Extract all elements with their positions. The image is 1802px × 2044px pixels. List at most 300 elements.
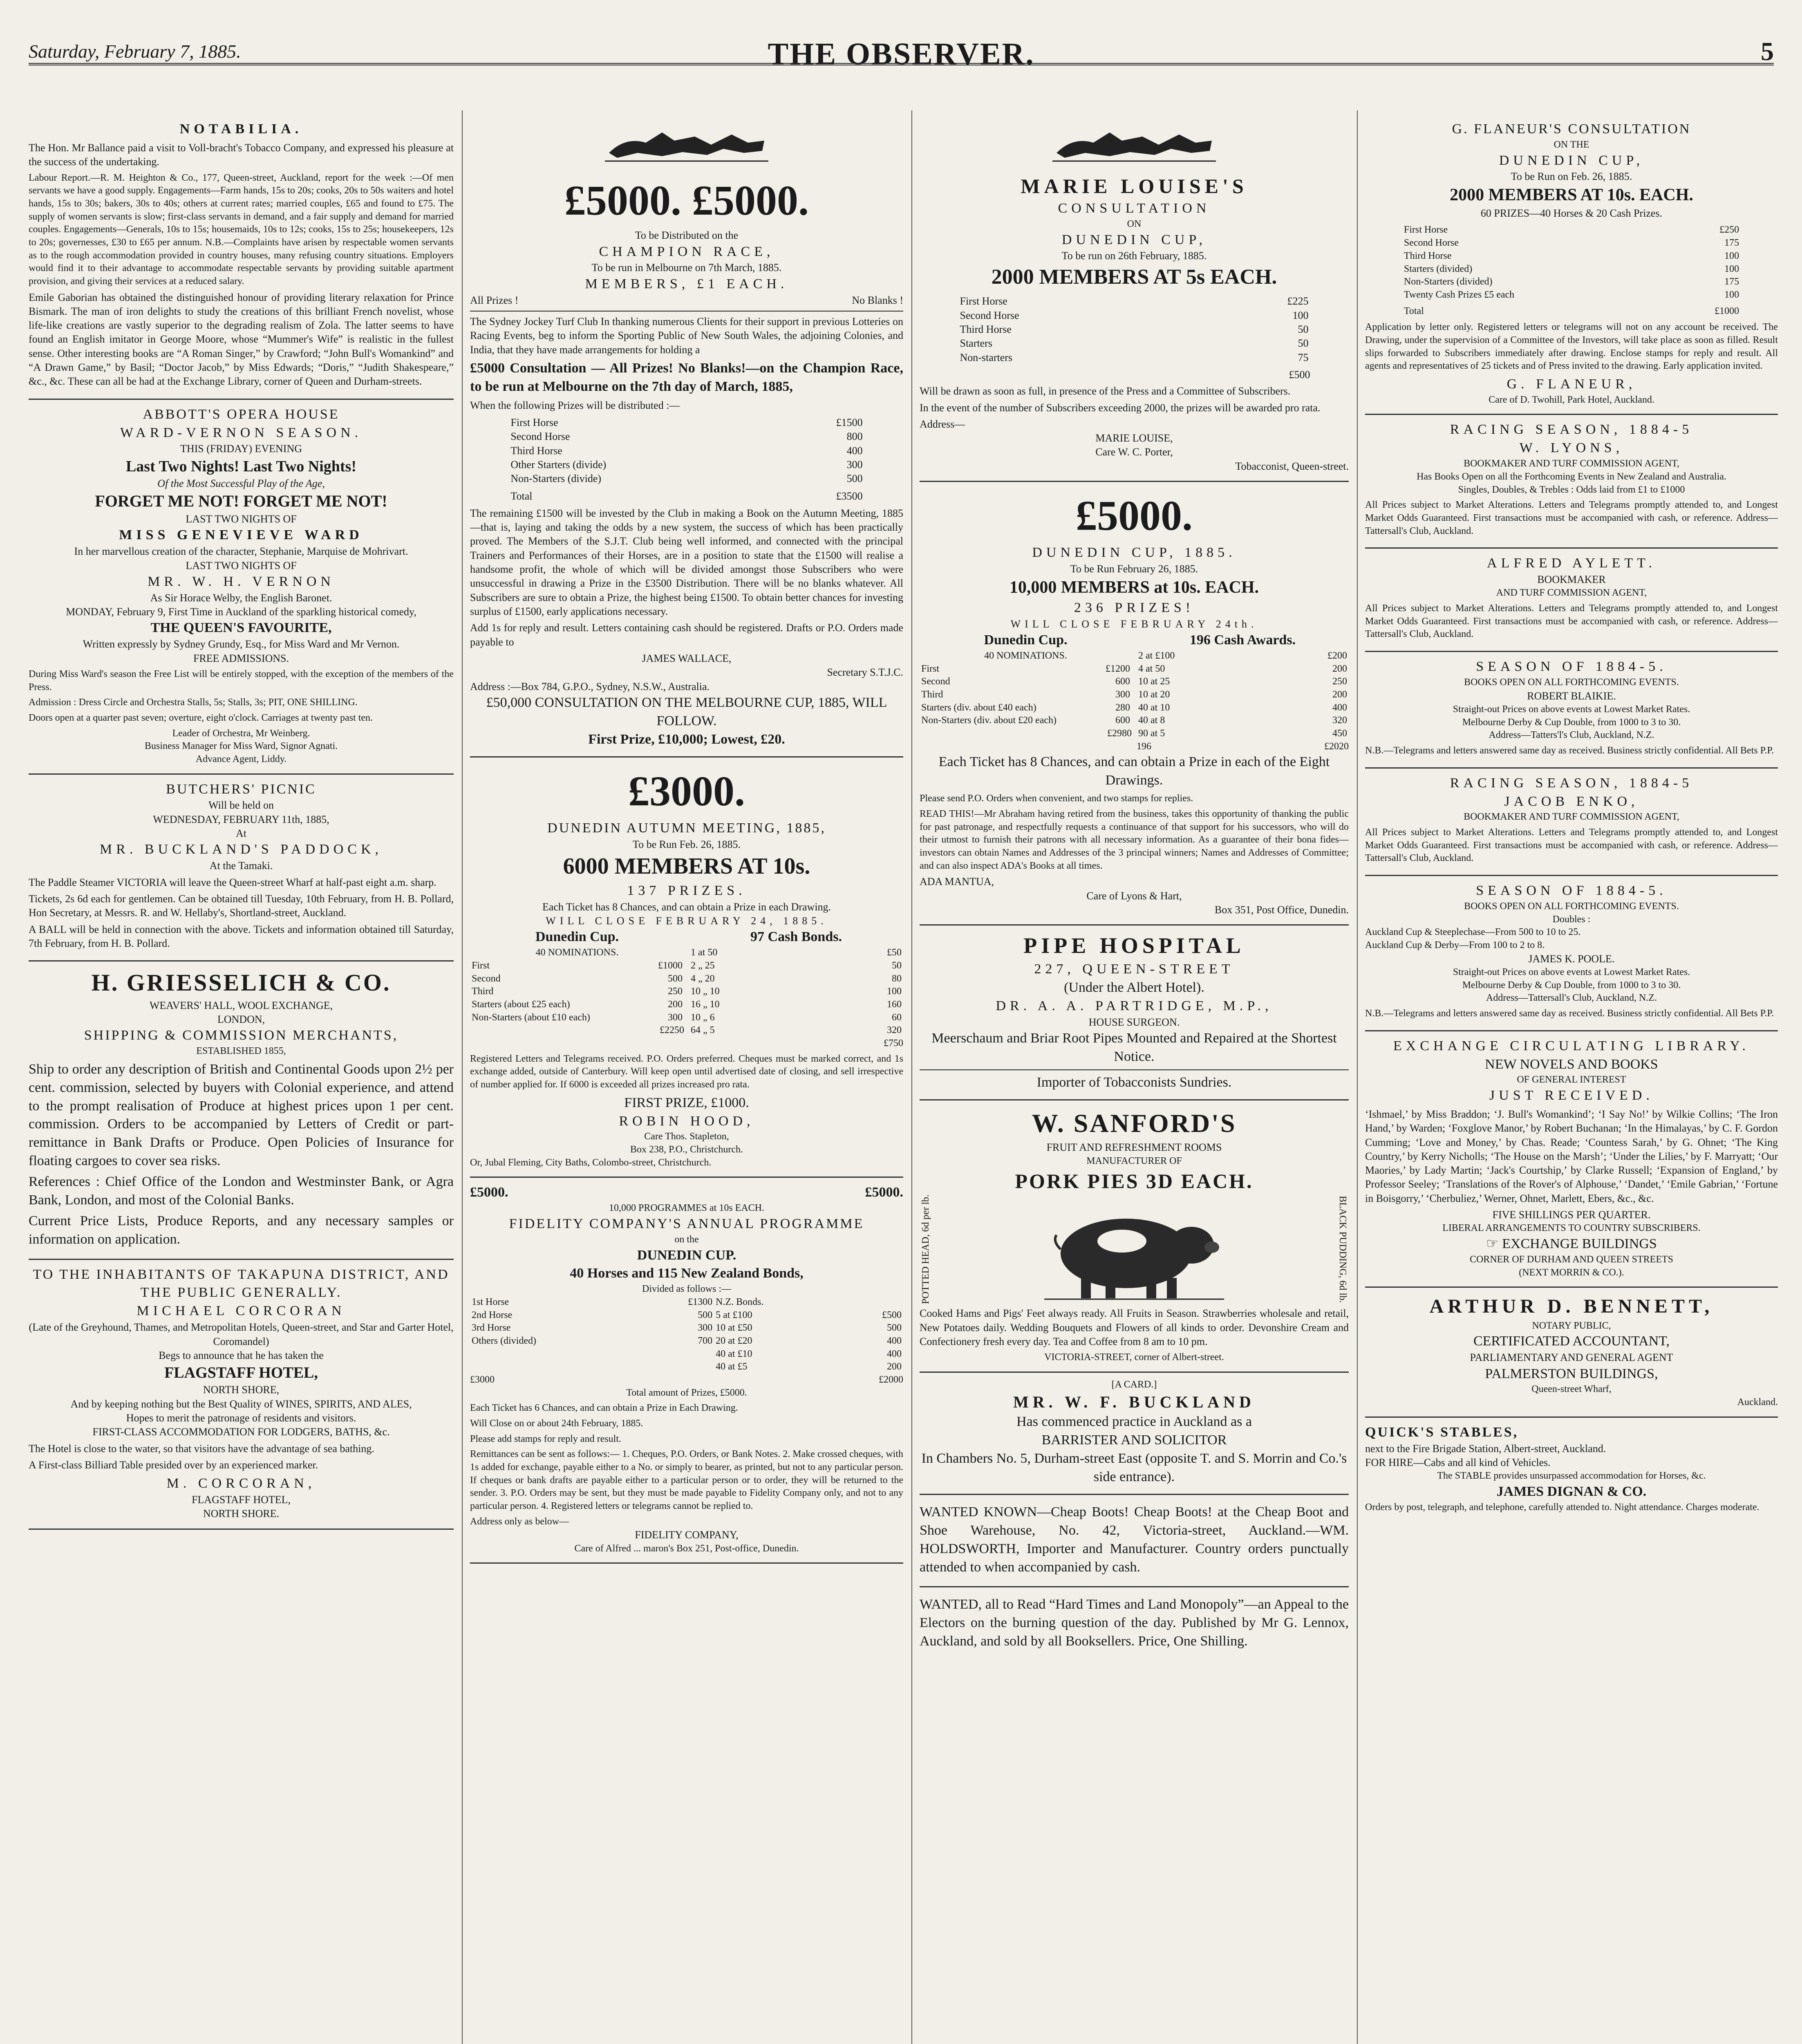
griesselich-line: LONDON, [217,1013,265,1025]
notabilia-paragraph: Labour Report.—R. M. Heighton & Co., 177, Queen-street, Auckland, report for the week :—Of men servants we have a good supply. Engagements—Farm hands, 15s to 20s; cooks, 20s to 50s waiters and hotel hands, 15s to 30s; bakers, 30s to 40s; others at current rates; married couples, £65 and found to £75. The supply of women servants is slow; first-class servants in demand, and a fair supply and demand for married couples. Engagements—Generals, 10s to 15s; housemaids, 10s to 12s; cooks, 15s to 25s; housekeepers, 12s to 20s; governesses, £30 to £65 per annum. N.B.—Complaints have arisen by respectable women servants as to the rough accommodation provided in country houses, many refusing country situations. Employers would find it to their advantage to accommodate respectable servants by providing suitable apartment provision, and giving their services at a reduced salary. [29,172,454,287]
bond-row [689,1011,903,1024]
awards-total: £2020 [1324,741,1349,752]
library-line: NEW NOVELS AND BOOKS [1485,1056,1658,1072]
fidelity-row-cell: 10 at £50 [716,1322,752,1334]
lyons-ad [1365,415,1778,549]
column-4 [1365,114,1778,2044]
dunedin-5000-cup-table [920,631,1132,753]
opera-season: WARD-VERNON SEASON. [120,425,363,440]
wanted-boots-ad [920,1495,1349,1588]
award-row-cell: 250 [1332,676,1347,687]
aylett-role: AND TURF COMMISSION AGENT, [1496,587,1647,598]
cup-row-cell: Non-Starters (about £10 each) [472,1012,590,1023]
fidelity-row-cell: 2nd Horse [472,1309,513,1320]
dunedin-5000-close: WILL CLOSE FEBRUARY 24th. [1010,618,1258,630]
award-row-cell: 40 at 8 [1138,715,1165,726]
notabilia-paragraph: Emile Gaborian has obtained the distinguished honour of providing literary relaxation for Prince Bismark. The man of iron delights to study the creations of this brilliant French novelist, whose life-like creations are vastly superior to the degrading realism of Zola. The latter seems to have found an English imitator in George Moore, whose “Mummer's Wife” is realistic in the fullest sense. Other interesting books are “A Roman Singer,” by Crawford; “John Bull's Womankind” and “A Drawn Game,” by Basil; “Doctor Jacob,” by Miss Edwards; “Doris,” “Judith Shakespeare,” &c., &c. These can all be had at the Exchange Library, corner of Queen and Durham-streets. [29,291,454,388]
bond-row-cell: 320 [887,1025,902,1036]
cup-subheading: 40 NOMINATIONS. [535,947,619,958]
dunedin-5000-paragraph: READ THIS!—Mr Abraham having retired from the business, takes this opportunity of thanking the public for past patronage, and respectfully requests a continuance of that support for his successors, who will do their utmost to furnish their patrons with all necessary information. As a guarantee of their bona fides—investors can obtain Names and Addresses of the 3 principal winners; Names and Addresses of Committee; and can also inspect ADA's Books at all times. [920,808,1349,871]
poole-ad [1365,876,1778,1031]
fidelity-row-cell [643,1360,714,1374]
dunedin-5000-amount: £5000. [1076,492,1193,540]
champion-paragraph: The Sydney Jockey Turf Club In thanking numerous Clients for their support in previous Lotteries on Racing Events, beg to inform the Sporting Public of New South Wales, the adjoining Colonies, and India, that they have made arrangements for holding a [470,315,903,356]
bond-row [689,1024,903,1037]
notabilia-section [29,114,454,400]
flaneur-total [1402,305,1741,318]
award-row-cell: 400 [1332,702,1347,713]
flaneur-line: To be Run on Feb. 26, 1885. [1511,170,1632,183]
buckland-profession: BARRISTER AND SOLICITOR [1041,1432,1227,1448]
cup-row [920,688,1132,702]
library-line: (NEXT MORRIN & CO.). [1519,1267,1624,1278]
takapuna-ad [29,1260,454,1530]
poole-line: Address—Tattersall's Club, Auckland, N.Z. [1486,993,1657,1004]
cup-row-cell: Starters (div. about £40 each) [921,702,1036,713]
page-number: 5 [1761,37,1774,66]
bonds-total: £750 [884,1038,903,1049]
dunedin-3000-members: 6000 MEMBERS AT 10s. [563,853,810,879]
prize-row [958,309,1310,323]
prize-row-cell: 100 [1292,309,1309,321]
marie-louise-line: To be run on 26th February, 1885. [1061,250,1207,262]
prize-row [1402,224,1741,237]
takapuna-line: Hopes to merit the patronage of residents and visitors. [126,1412,356,1424]
library-subscription: FIVE SHILLINGS PER QUARTER. [1492,1209,1651,1221]
cup-total: £2980 [1107,728,1132,739]
sanford-ad [920,1100,1349,1373]
champion-secretary-name: JAMES WALLACE, [642,652,732,664]
prize-row-cell: 175 [1724,238,1739,249]
notabilia-heading: NOTABILIA. [179,121,303,137]
cup-row-cell: 250 [668,986,683,997]
fidelity-row-cell [470,1348,643,1361]
takapuna-hotel: FLAGSTAFF HOTEL, [164,1364,318,1382]
opera-title: ABBOTT'S OPERA HOUSE [143,406,340,422]
bond-row [689,946,903,959]
champion-paragraph: Add 1s for reply and result. Letters containing cash should be registered. Drafts or P.O. Orders made payable to [470,622,903,648]
fidelity-amount: £5000. [470,1185,508,1200]
cup-row [920,675,1132,688]
poole-paragraph: N.B.—Telegrams and letters answered same day as received. Business strictly confidential. All Bets P.P. [1365,1008,1774,1019]
bond-row-cell: 100 [887,986,902,997]
marie-louise-name: MARIE LOUISE, [1095,432,1173,444]
bennett-line: Queen-street Wharf, [1531,1384,1612,1395]
cup-row-cell: £1200 [1106,663,1130,674]
cup-row [470,998,684,1011]
fidelity-row-cell: 300 [698,1322,713,1334]
takapuna-line: Begs to announce that he has taken the [159,1349,324,1361]
fidelity-line: Divided as follows :— [642,1284,731,1295]
fidelity-row-cell: £500 [882,1309,902,1320]
cup-row-cell: 200 [668,999,683,1010]
enko-ad [1365,769,1778,876]
lyons-paragraph: All Prices subject to Market Alterations. Letters and Telegrams promptly attended to, and Longest Market Odds Guaranteed. First transactions must be accompanied with cash, or reference. Address—Tattersall's Club, Auckland. [1365,500,1778,536]
prize-row-cell: Third Horse [510,444,562,457]
champion-address: Address :—Box 784, G.P.O., Sydney, N.S.W., Australia. [470,680,710,693]
award-row [1137,663,1349,676]
fidelity-row-cell: 3rd Horse [472,1322,511,1334]
blaikie-line: BOOKS OPEN ON ALL FORTHCOMING EVENTS. [1464,677,1679,688]
flaneur-prize-table [1402,224,1741,301]
total-value: £3500 [836,490,863,502]
award-row [1137,688,1349,702]
aylett-role: BOOKMAKER [1537,574,1606,586]
picnic-venue: MR. BUCKLAND'S PADDOCK, [99,842,383,857]
prize-row-cell: 100 [1724,250,1739,261]
takapuna-paragraph: A First-class Billiard Table presided over by an experienced marker. [29,1459,318,1471]
opera-line: MONDAY, February 9, First Time in Auckland of the sparkling historical comedy, [66,606,416,618]
prize-row-cell: First Horse [960,295,1007,307]
griesselich-line: WEAVERS' HALL, WOOL EXCHANGE, [149,999,333,1011]
takapuna-title: TO THE INHABITANTS OF TAKAPUNA DISTRICT, AND THE PUBLIC GENERALLY. [33,1266,450,1300]
prize-row [1402,263,1741,276]
newspaper-title: THE OBSERVER. [768,37,1035,71]
stables-line: FOR HIRE—Cabs and all kind of Vehicles. [1365,1456,1551,1468]
prize-row-cell: Twenty Cash Prizes £5 each [1404,289,1515,300]
buckland-name: MR. W. F. BUCKLAND [1013,1392,1255,1411]
fidelity-row-cell: 400 [887,1335,902,1346]
fidelity-care: Care of Alfred ... maron's Box 251, Post-office, Dunedin. [574,1543,799,1554]
cup-row [920,714,1132,727]
fidelity-row [470,1348,903,1361]
cup-row-cell: 300 [1115,689,1130,700]
award-row [1137,702,1349,715]
sanford-potted-head: POTTED HEAD, 6d per lb. [920,1195,931,1304]
fidelity-paragraph: Please add stamps for reply and result. [470,1433,621,1444]
aylett-paragraph: All Prices subject to Market Alterations. Letters and Telegrams promptly attended to, and Longest Market Odds Guaranteed. First transactions must be accompanied with cash, or reference. Address—Tattersall's Club, Auckland. [1365,603,1778,640]
award-row-cell: 450 [1332,728,1347,739]
award-row-cell: 200 [1332,689,1347,700]
no-blanks-label: No Blanks ! [852,294,903,306]
bennett-line: PARLIAMENTARY AND GENERAL AGENT [1470,1351,1673,1364]
dunedin-3000-prizes: 137 PRIZES. [627,883,746,898]
awards-count: 196 [1137,741,1151,752]
poole-doubles-label: Doubles : [1552,914,1591,925]
column-rule [462,110,463,2044]
pipe-hospital-hotel: (Under the Albert Hotel). [1064,980,1204,995]
prize-row-cell: £250 [1719,224,1739,235]
pipe-hospital-doctor: DR. A. A. PARTRIDGE, M.P., [996,998,1273,1014]
bond-row [689,959,903,973]
prize-row-cell: 400 [846,444,863,457]
bennett-line: Auckland. [1737,1397,1778,1408]
bond-row-cell: 80 [892,973,902,984]
prize-row-cell: £225 [1287,295,1309,307]
prize-row-cell: Third Horse [960,323,1012,335]
fidelity-row [470,1296,903,1309]
champion-race: CHAMPION RACE, [599,244,775,259]
lyons-role: BOOKMAKER AND TURF COMMISSION AGENT, [1464,458,1679,469]
fidelity-title: FIDELITY COMPANY'S ANNUAL PROGRAMME [509,1216,864,1231]
award-row-cell: 10 at 20 [1138,689,1170,700]
dunedin-5000-awards-table [1137,631,1349,753]
prize-row-cell: Starters [960,337,992,350]
champion-next: £50,000 CONSULTATION ON THE MELBOURNE CUP, 1885, WILL FOLLOW. [486,695,887,728]
cup-row-cell: Starters (about £25 each) [472,999,570,1010]
pipe-hospital-surgeon: HOUSE SURGEON. [1088,1016,1180,1029]
stables-proprietor: JAMES DIGNAN & CO. [1496,1484,1647,1499]
prize-row-cell: 100 [1724,263,1739,274]
awards-heading: 196 Cash Awards. [1189,632,1296,648]
champion-line: To be run in Melbourne on 7th March, 1885. [591,262,782,274]
fidelity-row-cell: 700 [698,1335,713,1346]
fidelity-company: FIDELITY COMPANY, [635,1529,739,1541]
prize-row-cell: Non-Starters (divided) [1404,276,1493,287]
poole-line: Melbourne Derby & Cup Double, from 1000 to 3 to 30. [1462,979,1681,991]
cup-row-cell: 600 [1115,715,1130,726]
picnic-paragraph: The Paddle Steamer VICTORIA will leave the Queen-street Wharf at half-past eight a.m. sharp. [29,876,437,888]
champion-first-prize: First Prize, £10,000; Lowest, £20. [588,731,785,747]
opera-play-title: FORGET ME NOT! FORGET ME NOT! [95,492,387,511]
fidelity-table [470,1296,903,1374]
prize-row [509,472,864,486]
picnic-title: BUTCHERS' PICNIC [166,781,316,797]
flaneur-ad [1365,114,1778,415]
prize-row-cell: 75 [1298,351,1309,363]
lyons-line: Has Books Open on all the Forthcoming Events in New Zealand and Australia. [1417,471,1726,482]
opera-line: As Sir Horace Welby, the English Baronet. [150,592,332,604]
pointing-hand-icon: ☞ [1486,1236,1502,1252]
library-line: CORNER OF DURHAM AND QUEEN STREETS [1469,1254,1674,1265]
bond-row-cell: 64 „ 5 [691,1025,715,1036]
cup-row-cell: First [921,663,940,674]
quick-stables-ad [1365,1418,1778,1522]
marie-louise-paragraph: In the event of the number of Subscribers exceeding 2000, the prizes will be awarded pro rata. [920,401,1321,414]
prize-row-cell: Third Horse [1404,250,1452,261]
flaneur-title: G. FLANEUR'S CONSULTATION [1452,121,1691,137]
opera-line: Advance Agent, Liddy. [195,753,287,764]
griesselich-paragraph: Ship to order any description of British and Continental Goods upon 2½ per cent. commission, selected by buyers with Colonial experience, and attend to the prompt realisation of Produce at highest prices upon 1 per cent. commission. Orders to be accompanied by Letters of Credit or part-remittance in Bank Drafts or Produce. Open Policies of Insurance for floating cargoes to cover sea risks. [29,1061,454,1169]
fidelity-cup: DUNEDIN CUP. [637,1247,736,1263]
griesselich-paragraph: Current Price Lists, Produce Reports, and any necessary samples or information on application. [29,1213,454,1247]
aylett-title: ALFRED AYLETT. [1487,556,1656,571]
dunedin-5000-ad [920,482,1349,926]
fidelity-row-cell: 1st Horse [472,1296,509,1307]
fidelity-row [470,1360,903,1374]
marie-louise-prize-table [958,294,1310,365]
pipe-hospital-address: 227, QUEEN-STREET [1034,961,1234,977]
blaikie-name: ROBERT BLAIKIE. [1527,690,1616,702]
opera-paragraph: During Miss Ward's season the Free List will be entirely stopped, with the exception of the members of the Press. [29,668,454,693]
opera-line: LAST TWO NIGHTS OF [186,513,297,525]
flaneur-care: Care of D. Twohill, Park Hotel, Auckland. [1489,394,1654,405]
column-1 [29,114,454,2044]
prize-row-cell: 800 [846,430,863,443]
racehorse-engraving-icon [1048,120,1220,165]
bennett-title: ARTHUR D. BENNETT, [1429,1295,1714,1318]
dunedin-3000-amount: £3000. [628,767,745,815]
dunedin-3000-cup-table [470,928,684,1050]
fidelity-row-cell [470,1360,643,1374]
fidelity-row-cell: 500 [887,1322,902,1334]
fidelity-horses: 40 Horses and 115 New Zealand Bonds, [570,1266,804,1281]
wanted-boots-text: WANTED KNOWN—Cheap Boots! Cheap Boots! at the Cheap Boot and Shoe Warehouse, No. 42, Victoria-street, Auckland.—WM. HOLDSWORTH, Importer and Manufacturer. Country orders punctually attended to when accompanied by cash. [920,1504,1349,1575]
picnic-paragraph: Tickets, 2s 6d each for gentlemen. Can be obtained till Tuesday, 10th February, from H. B. Pollard, Hon Secretary, at Messrs. R. and W. Hellaby's, Shortland-street, Auckland. [29,892,454,919]
fidelity-row-cell: 20 at £20 [716,1335,752,1346]
award-row-cell: 200 [1332,663,1347,674]
column-rule [911,110,912,2044]
griesselich-ad [29,961,454,1260]
takapuna-line: (Late of the Greyhound, Thames, and Metropolitan Hotels, Queen-street, and Star and Garter Hotel, Coromandel) [29,1321,454,1347]
lyons-name: W. LYONS, [1519,440,1624,456]
cup-row-cell: Third [921,689,943,700]
opera-line: In her marvellous creation of the character, Stephanie, Marquise de Mohrivart. [74,545,408,558]
marie-louise-members: 2000 MEMBERS AT 5s EACH. [991,265,1277,289]
bennett-line: CERTIFICATED ACCOUNTANT, [1473,1334,1670,1349]
fidelity-row-cell: 500 [698,1309,713,1320]
sanford-address: VICTORIA-STREET, corner of Albert-street. [1044,1352,1224,1363]
wanted-read-text: WANTED, all to Read “Hard Times and Land Monopoly”—an Appeal to the Electors on the burning question of the day. Published by Mr G. Lennox, Auckland, and sold by all Booksellers. Price, One Shilling. [920,1597,1349,1649]
cup-row [920,663,1132,676]
marie-louise-total: £500 [1289,368,1310,381]
sanford-paragraph: Cooked Hams and Pigs' Feet always ready. All Fruits in Season. Strawberries wholesale and retail, New Potatoes daily. Wedding Bouquets and Flowers of all kinds to order. Devonshire Cream and Confectionery fresh every day. Tea and Coffee from 8 am to 10 pm. [920,1307,1349,1348]
sanford-line: MANUFACTURER OF [1086,1155,1182,1166]
cup-row [470,1011,684,1024]
ada-mantua-name: ADA MANTUA, [920,876,994,888]
cup-row-cell: Third [472,986,494,997]
opera-line: Written expressly by Sydney Grundy, Esq., for Miss Ward and Mr Vernon. [83,638,400,650]
exchange-library-ad [1365,1031,1778,1288]
bond-row-cell: 50 [892,960,902,971]
award-row-cell: 10 at 25 [1138,676,1170,687]
prize-row [1402,289,1741,302]
pipe-hospital-line: Importer of Tobacconists Sundries. [1036,1075,1232,1090]
champion-paragraph: The remaining £1500 will be invested by the Club in making a Book on the Autumn Meeting, 1885—that is, laying and taking the odds by a new system, the success of which has been practically proved. The Members of the S.J.T. Club being well informed, and connected with the principal Trainers and Performances of their Horses, are in a position to state that the £1500 will realise a handsome profit, the whole of which will be divided amongst those Subscribers who were unsuccessful in drawing a Prize in the £3500 Distribution. There will be no blanks whatever. All Subscribers are sure to obtain a Prize, the highest being £1500. To obtain better chances for investing surplus of £1500, early applications necessary. [470,507,903,618]
dunedin-3000-line: Each Ticket has 8 Chances, and can obtain a Prize in each Drawing. [542,901,831,913]
enko-paragraph: All Prices subject to Market Alterations. Letters and Telegrams promptly attended to, and Longest Market Odds Guaranteed. First transactions must be accompanied with cash, or reference. Address—Tattersall's Club, Auckland. [1365,827,1778,864]
award-row-cell: 2 at £100 [1138,650,1175,661]
issue-date: Saturday, February 7, 1885. [29,41,241,62]
award-row-cell: 90 at 5 [1138,728,1165,739]
bond-row-cell: 10 „ 10 [691,986,720,997]
library-line: OF GENERAL INTEREST [1517,1074,1626,1085]
award-row-cell: £200 [1327,650,1347,661]
fidelity-row-cell: N.Z. Bonds. [716,1296,764,1307]
wanted-read-ad [920,1587,1349,1661]
bennett-line: NOTARY PUBLIC, [1532,1320,1611,1331]
marie-louise-care: Care W. C. Porter, [1095,446,1173,458]
bond-row-cell: 60 [892,1012,902,1023]
poole-name: JAMES K. POOLE. [1528,953,1615,965]
opera-line: LAST TWO NIGHTS OF [186,559,297,572]
robin-hood-name: ROBIN HOOD, [619,1113,754,1129]
cup-row [920,702,1132,715]
fidelity-total: £3000 [470,1374,495,1385]
prize-row-cell: £1500 [836,416,863,428]
cup-row-cell: Second [921,676,950,687]
library-building: EXCHANGE BUILDINGS [1502,1236,1657,1252]
opera-paragraph: Doors open at a quarter past seven; overture, eight o'clock. Carriages at twenty past ten. [29,712,373,723]
marie-louise-line: ON [1127,218,1142,229]
stables-title: QUICK'S STABLES, [1365,1424,1519,1440]
takapuna-line: And by keeping nothing but the Best Quality of WINES, SPIRITS, AND ALES, [70,1398,412,1410]
notabilia-paragraph: The Hon. Mr Ballance paid a visit to Voll-bracht's Tobacco Company, and expressed his pleasure at the success of the undertaking. [29,141,454,168]
poole-title: SEASON OF 1884-5. [1476,883,1667,899]
library-title: EXCHANGE CIRCULATING LIBRARY. [1393,1038,1750,1053]
pipe-hospital-title: PIPE HOSPITAL [1023,933,1245,958]
buckland-line: Has commenced practice in Auckland as a [1016,1414,1252,1430]
blaikie-line: Address—Tatters'l's Club, Auckland, N.Z. [1489,730,1654,741]
total-value: £1000 [1715,305,1739,316]
picnic-paragraph: A BALL will be held in connection with the above. Tickets and information obtained till Saturday, 7th February, from H. B. Pollard. [29,923,454,949]
sanford-pork-pies: PORK PIES 3D EACH. [1015,1170,1254,1193]
fidelity-row-cell: 40 at £5 [716,1361,748,1372]
fidelity-row-cell [643,1348,714,1361]
opera-line: Business Manager for Miss Ward, Signor Agnati. [144,741,338,752]
buckland-card-label: [A CARD.] [1111,1379,1157,1390]
cup-row-cell: £1000 [658,960,683,971]
dunedin-3000-paragraph: Registered Letters and Telegrams received. P.O. Orders preferred. Cheques must be marked correct, and 1s exchange added, outside of Canterbury. Will keep open until advertised date of closing, and sell irrespective of number applied for. If 6000 is exceeded all prizes increased pro rata. [470,1053,903,1090]
blaikie-title: SEASON OF 1884-5. [1476,659,1667,675]
marie-louise-address-label: Address— [920,418,965,430]
buckland-line: In Chambers No. 5, Durham-street East (opposite T. and S. Morrin and Co.'s side entrance). [921,1451,1347,1485]
prize-row [509,430,864,444]
fidelity-total-prizes: Total amount of Prizes, £5000. [626,1387,747,1398]
marie-louise-paragraph: Will be drawn as soon as full, in presence of the Press and a Committee of Subscribers. [920,385,1291,397]
fidelity-line: on the [674,1234,699,1245]
champion-prize-table [509,416,864,486]
champion-total [509,489,864,503]
blaikie-paragraph: N.B.—Telegrams and letters answered same day as received. Business strictly confidential. All Bets P.P. [1365,745,1774,756]
racehorse-engraving-icon [601,120,772,165]
griesselich-title: H. GRIESSELICH & CO. [91,969,391,996]
griesselich-paragraph: References : Chief Office of the London and Westminster Bank, or Agra Bank, London, and most of the Colonial Banks. [29,1174,454,1208]
lyons-title: RACING SEASON, 1884-5 [1450,422,1693,437]
bond-row-cell: 160 [887,999,902,1010]
opera-line: THIS (FRIDAY) EVENING [180,443,302,455]
column-2 [470,114,903,2044]
prize-row-cell: Second Horse [510,430,570,443]
fidelity-total: £2000 [879,1374,903,1385]
poole-line: Auckland Cup & Steeplechase—From 500 to 10 to 25. [1365,927,1581,938]
dunedin-3000-close: WILL CLOSE FEBRUARY 24, 1885. [546,915,828,927]
award-row-cell: 4 at 50 [1138,663,1165,674]
dunedin-3000-ad [470,758,903,1178]
prize-row [958,351,1310,365]
champion-line: When the following Prizes will be distributed :— [470,399,680,411]
champion-secretary-title: Secretary S.T.J.C. [827,666,903,679]
blaikie-ad [1365,652,1778,769]
prize-row-cell: 50 [1298,337,1309,350]
blaikie-line: Melbourne Derby & Cup Double, from 1000 to 3 to 30. [1462,717,1681,728]
champion-headline: £5000 Consultation — All Prizes! No Blanks!—on the Champion Race, to be run at Melbourne on the 7th day of March, 1885, [470,360,903,394]
champion-amount: £5000. £5000. [564,177,809,224]
award-row [1137,714,1349,727]
pig-illustration-icon [1044,1196,1224,1302]
flaneur-members: 2000 MEMBERS AT 10s. EACH. [1450,185,1693,204]
marie-louise-shop: Tobacconist, Queen-street. [1235,460,1349,472]
flaneur-name: G. FLANEUR, [1507,376,1636,392]
opera-new-play: THE QUEEN'S FAVOURITE, [150,620,332,636]
total-label: Total [1404,305,1424,316]
bond-row-cell: 16 „ 10 [691,999,720,1010]
prize-row [1402,276,1741,289]
cup-row-cell: 280 [1115,702,1130,713]
stables-line: next to the Fire Brigade Station, Albert-street, Auckland. [1365,1442,1606,1455]
prize-row [958,323,1310,336]
fidelity-row [470,1322,903,1335]
prize-row-cell: First Horse [1404,224,1448,235]
picnic-line: At [236,827,246,840]
fidelity-row [470,1335,903,1348]
flaneur-prizes-heading: 60 PRIZES—40 Horses & 20 Cash Prizes. [1480,207,1663,220]
fidelity-row-cell: 40 at £10 [716,1348,752,1359]
champion-race-ad [470,114,903,758]
fidelity-programmes: 10,000 PROGRAMMES at 10s EACH. [609,1203,765,1214]
ada-mantua-care: Care of Lyons & Hart, [1086,890,1182,902]
opera-line: Leader of Orchestra, Mr Weinberg. [172,728,310,739]
